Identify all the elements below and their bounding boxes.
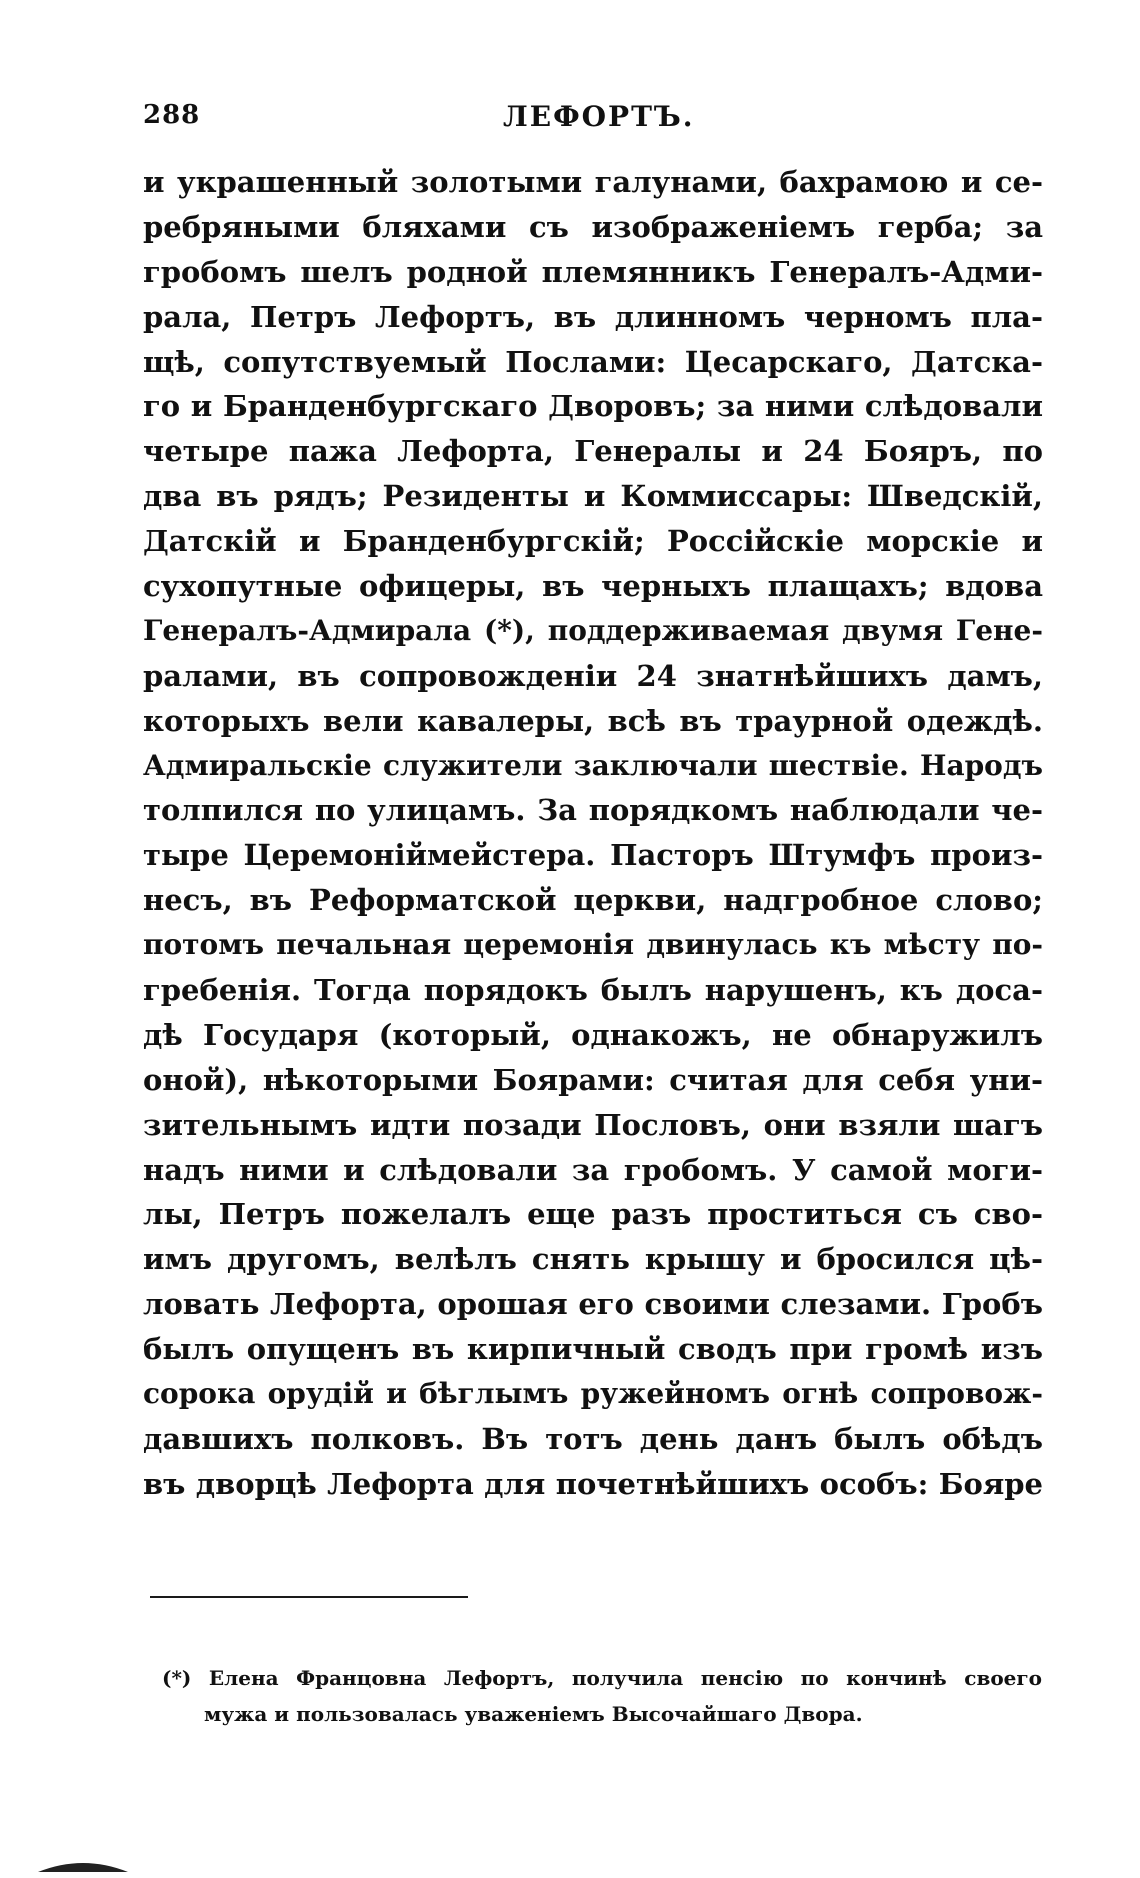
body-text [143, 160, 1043, 1507]
body-line: сорока орудiй и бѣглымъ ружейномъ огнѣ сопровож- [143, 1377, 1043, 1411]
body-line: которыхъ вели кавалеры, всѣ въ траурной одеждѣ. [143, 703, 1043, 738]
body-line: Адмиральскiе служители заключали шествiе. Народъ [143, 748, 1043, 782]
body-line: несъ, въ Реформатской церкви, надгробное слово; [143, 883, 1043, 918]
body-line: оной), нѣкоторыми Боярами: считая для себя уни- [143, 1062, 1043, 1097]
body-line: имъ другомъ, велѣлъ снять крышу и бросился цѣ- [143, 1242, 1043, 1277]
body-line: два въ рядъ; Резиденты и Коммиссары: Шведскiй, [143, 479, 1043, 514]
body-line: щѣ, сопутствуемый Послами: Цесарскаго, Датска- [143, 344, 1043, 379]
body-line: надъ ними и слѣдовали за гробомъ. У самой моги- [143, 1152, 1043, 1187]
body-line: зительнымъ идти позади Пословъ, они взяли шагъ [143, 1107, 1043, 1142]
body-line: тыре Церемонiймейстера. Пасторъ Штумфъ произ- [143, 838, 1043, 873]
body-line: потомъ печальная церемонiя двинулась къ мѣсту по- [143, 928, 1043, 962]
footnote-divider [150, 1596, 468, 1598]
body-line: четыре пажа Лефорта, Генералы и 24 Бояръ, по [143, 434, 1043, 469]
footnote [162, 1660, 1042, 1732]
body-line: Датскiй и Бранденбургскiй; Россiйскiе морскiе и [143, 524, 1043, 559]
body-line: ребряными бляхами съ изображенiемъ герба; за [143, 209, 1043, 244]
body-line: рала, Петръ Лефортъ, въ длинномъ черномъ пла- [143, 299, 1043, 334]
footnote-line: мужа и пользовалась уваженiемъ Высочайшаго Двора. [204, 1702, 863, 1726]
body-line: Генералъ-Адмирала (*), поддерживаемая двумя Гене- [143, 613, 1043, 647]
body-line: гробомъ шелъ родной племянникъ Генералъ-Адми- [143, 254, 1043, 289]
body-line: лы, Петръ пожелалъ еще разъ проститься съ сво- [143, 1197, 1043, 1232]
page-number: 288 [143, 100, 201, 130]
body-line: сухопутные офицеры, въ черныхъ плащахъ; вдова [143, 569, 1043, 604]
page-header [143, 100, 1043, 140]
body-line: и украшенный золотыми галунами, бахрамою и се- [143, 165, 1043, 199]
body-line: дѣ Государя (который, однакожъ, не обнаружилъ [143, 1017, 1043, 1052]
body-line: давшихъ полковъ. Въ тотъ день данъ былъ обѣдъ [143, 1421, 1043, 1456]
running-title: ЛЕФОРТЪ. [503, 100, 695, 133]
body-line: въ дворцѣ Лефорта для почетнѣйшихъ особъ: Бояре [143, 1466, 1043, 1501]
body-line: ралами, въ сопровожденiи 24 знатнѣйшихъ дамъ, [143, 658, 1043, 693]
footnote-line: (*) Елена Францовна Лефортъ, получила пенсiю по кончинѣ своего [162, 1666, 1042, 1690]
body-line: го и Бранденбургскаго Дворовъ; за ними слѣдовали [143, 389, 1043, 424]
body-line: гребенiя. Тогда порядокъ былъ нарушенъ, къ доса- [143, 973, 1043, 1008]
body-line: ловать Лефорта, орошая его своими слезами. Гробъ [143, 1287, 1043, 1322]
scan-corner-mark [38, 1858, 128, 1872]
body-line: толпился по улицамъ. За порядкомъ наблюдали че- [143, 793, 1043, 828]
body-line: былъ опущенъ въ кирпичный сводъ при громѣ изъ [143, 1332, 1043, 1367]
